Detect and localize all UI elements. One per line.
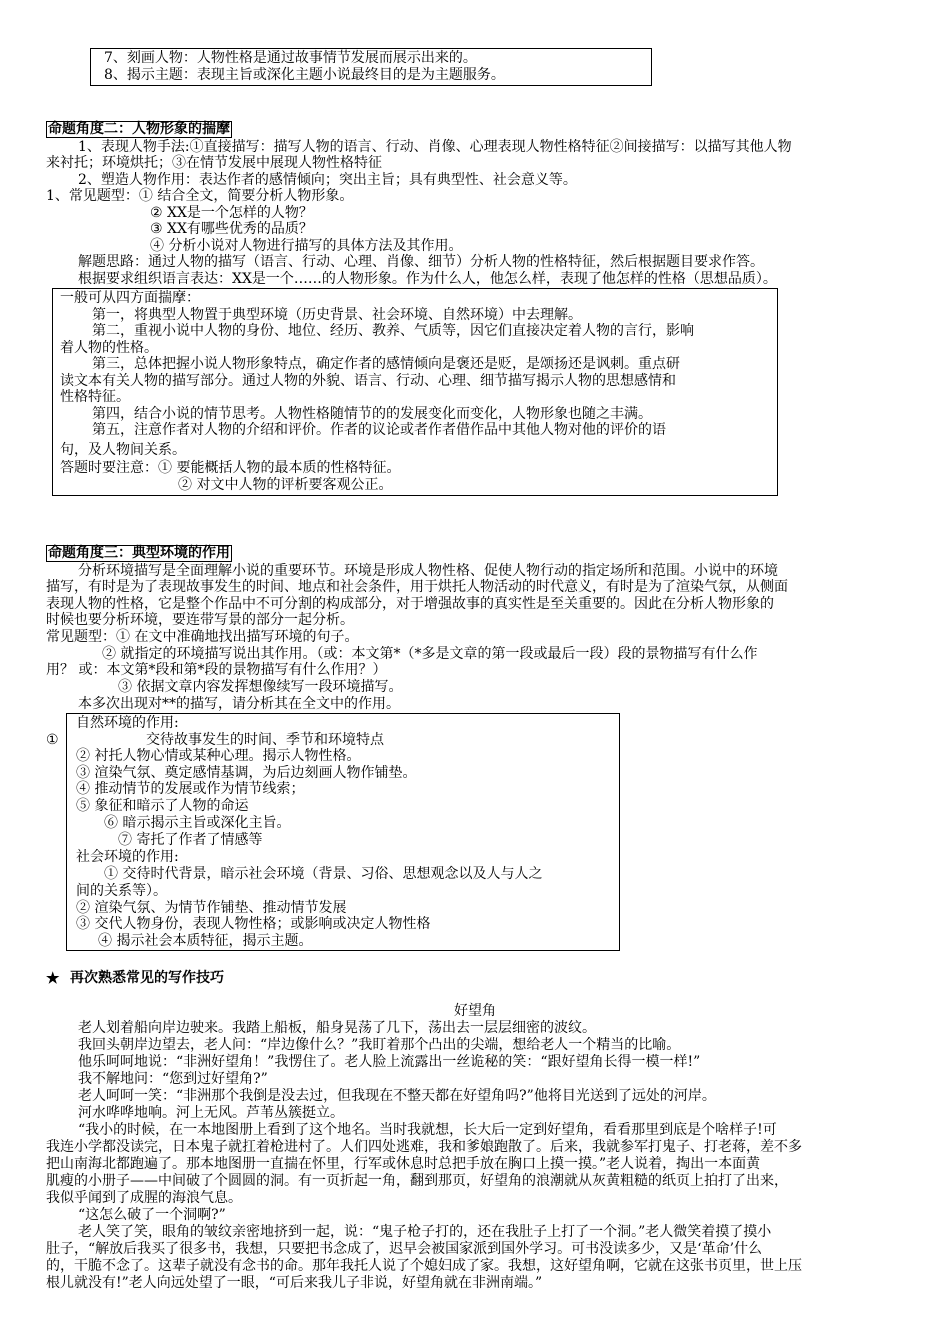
section3-heading: 命题角度三：典型环境的作用 [48, 545, 230, 561]
section2-box-line: 性格特征。 [60, 389, 130, 405]
section3-line: ② 就指定的环境描写说出其作用。（或：本文第*（*多是文章的第一段或最后一段）段的景物描写有什么作 [102, 646, 758, 662]
section3-box-line: 社会环境的作用: [76, 849, 179, 865]
story-line: “我小的时候，在一本地图册上看到了这个地名。当时我就想，长大后一定到好望角，看看那里到底是个啥样子!可 [78, 1122, 777, 1138]
techniques-heading: 再次熟悉常见的写作技巧 [70, 970, 224, 986]
section2-box-line: 第三，总体把握小说人物形象特点，确定作者的感情倾向是褒还是贬，是颂扬还是讽刺。重点研 [92, 356, 680, 372]
section3-line: ③ 依据文章内容发挥想像续写一段环境描写。 [118, 679, 403, 695]
section2-box-line: 句，及人物间关系。 [60, 442, 186, 458]
section2-box-line: 第四，结合小说的情节思考。人物性格随情节的的发展变化而变化，人物形象也随之丰满。 [92, 406, 652, 422]
section3-box-line: ⑦ 寄托了作者了情感等 [118, 832, 263, 848]
section3-box-line: 间的关系等）。 [76, 883, 167, 899]
section3-line: 描写，有时是为了表现故事发生的时间、地点和社会条件，用于烘托人物活动的时代意义，有时是为了渲染气氛，从侧面 [46, 579, 788, 595]
story-line: 根儿就没有!”老人向远处望了一眼，“可后来我儿子非说，好望角就在非洲南端。” [46, 1275, 543, 1291]
story-line: 河水哗哗地响。河上无风。芦苇丛簇挺立。 [78, 1105, 344, 1121]
section3-line: 时候也要分析环境，要连带写景的部分一起分析。 [46, 612, 354, 628]
section2-box-line: 答题时要注意：① 要能概括人物的最本质的性格特征。 [60, 460, 401, 476]
story-line: 他乐呵呵地说：“非洲好望角！”我愣住了。老人脸上流露出一丝诡秘的笑：“跟好望角长得一模一样!” [78, 1054, 701, 1070]
section2-box-line: 第二，重视小说中人物的身份、地位、经历、教养、气质等，因它们直接决定着人物的言行，影响 [92, 323, 694, 339]
story-line: 肚子，“解放后我买了很多书，我想，只要把书念成了，迟早会被国家派到国外学习。可书没读多少，又是‘革命’什么 [46, 1241, 763, 1257]
story-line: 我不解地问：“您到过好望角?” [78, 1071, 268, 1087]
top-note-line-7: 7、刻画人物：人物性格是通过故事情节发展而展示出来的。 [104, 50, 477, 66]
story-line: 我似乎闻到了成腥的海浪气息。 [46, 1190, 242, 1206]
story-line: 把山南海北都跑遍了。那本地图册一直揣在怀里，行军或休息时总把手放在胸口上摸一摸。”老人说着，掏出一本面黄 [46, 1156, 761, 1172]
section2-line: 1、表现人物手法:①直接描写：描写人物的语言、行动、肖像、心理表现人物性格特征②间接描写：以描写其他人物 [78, 139, 792, 155]
section3-line: 常见题型：① 在文中准确地找出描写环境的句子。 [46, 629, 359, 645]
section3-box-line: ④ 揭示社会本质特征，揭示主题。 [98, 933, 313, 949]
story-line: 老人划着船向岸边驶来。我踏上船板，船身晃荡了几下，荡出去一层层细密的波纹。 [78, 1020, 596, 1036]
section3-line: 本多次出现对**的描写，请分析其在全文中的作用。 [78, 696, 400, 712]
section3-box-line: ② 衬托人物心情或某种心理。揭示人物性格。 [76, 748, 361, 764]
section2-box-line: ② 对文中人物的评析要客观公正。 [178, 477, 393, 493]
section2-heading: 命题角度二：人物形象的揣摩 [48, 121, 230, 137]
section2-box-line: 读文本有关人物的描写部分。通过人物的外貌、语言、行动、心理、细节描写揭示人物的思想感情和 [60, 373, 676, 389]
section2-line: 解题思路：通过人物的描写（语言、行动、心理、肖像、细节）分析人物的性格特征，然后根据题目要求作答。 [78, 254, 764, 270]
section2-line: ③ XX有哪些优秀的品质？ [150, 221, 313, 237]
section3-box-line: ② 渲染气氛、为情节作铺垫、推动情节发展 [76, 900, 347, 916]
section2-box-line: 着人物的性格。 [60, 340, 158, 356]
section2-box-line: 一般可从四方面揣摩： [60, 290, 200, 306]
story-line: 肌瘦的小册子——中间破了个圆圆的洞。有一页折起一角，翻到那页，好望角的浪潮就从灰黄粗糙的纸页上拍打了出来， [46, 1173, 788, 1189]
story-line: 老人呵呵一笑：“非洲那个我倒是没去过，但我现在不整天都在好望角吗?”他将目光送到了远处的河岸。 [78, 1088, 716, 1104]
story-line: 老人笑了笑，眼角的皱纹亲密地挤到一起，说：“鬼子枪子打的，还在我肚子上打了一个洞。”老人微笑着摸了摸小 [78, 1224, 772, 1240]
section3-box-line: ① 交待时代背景，暗示社会环境（背景、习俗、思想观念以及人与人之 [104, 866, 543, 882]
section3-box-line: 交待故事发生的时间、季节和环境特点 [146, 732, 384, 748]
section3-box-line: ③ 渲染气氛、奠定感情基调，为后边刻画人物作铺垫。 [76, 765, 417, 781]
story-line: 的，干脆不念了。这辈子就没有念书的命。那年我托人说了个媳妇成了家。我想，这好望角啊，它就在这张书页里，世上压 [46, 1258, 802, 1274]
section3-line: 表现人物的性格，它是整个作品中不可分割的构成部分，对于增强故事的真实性是至关重要的。因此在分析人物形象的 [46, 596, 774, 612]
story-title: 好望角 [454, 1003, 496, 1019]
section3-box-line: ④ 推动情节的发展或作为情节线索； [76, 781, 305, 797]
section2-line: 根据要求组织语言表达：XX是一个……的人物形象。作为什么人，他怎么样，表现了他怎样的性格（思想品质）。 [78, 271, 777, 287]
section2-line: 2、塑造人物作用：表达作者的感情倾向；突出主旨；具有典型性、社会意义等。 [78, 172, 577, 188]
section3-line: 用？ 或：本文第*段和第*段的景物描写有什么作用？） [46, 662, 387, 678]
story-line: “这怎么破了一个洞啊?” [78, 1207, 226, 1223]
section3-box-line: ③ 交代人物身份，表现人物性格；或影响或决定人物性格 [76, 916, 431, 932]
section2-line: 1、常见题型：① 结合全文，简要分析人物形象。 [46, 188, 354, 204]
section2-box-line: 第五，注意作者对人物的介绍和评价。作者的议论或者作者借作品中其他人物对他的评价的语 [92, 422, 666, 438]
section2-line: ④ 分析小说对人物进行描写的具体方法及其作用。 [150, 238, 463, 254]
star-icon: ★ [46, 969, 60, 987]
section2-line: 来衬托；环境烘托；③在情节发展中展现人物性格特征 [46, 155, 382, 171]
section3-box-line: 自然环境的作用: [76, 715, 179, 731]
section2-box-line: 第一，将典型人物置于典型环境（历史背景、社会环境、自然环境）中去理解。 [92, 307, 582, 323]
section3-box-line: ⑥ 暗示揭示主旨或深化主旨。 [104, 815, 291, 831]
section3-line: 分析环境描写是全面理解小说的重要环节。环境是形成人物性格、促使人物行动的指定场所和范围。小说中的环境 [78, 563, 778, 579]
section3-box-marker: ① [46, 732, 59, 748]
story-line: 我连小学都没读完，日本鬼子就扛着枪进村了。人们四处逃难，我和爹娘跑散了。后来，我就参军打鬼子、打老蒋，差不多 [46, 1139, 802, 1155]
section2-line: ② XX是一个怎样的人物？ [150, 205, 313, 221]
story-line: 我回头朝岸边望去，老人问：“岸边像什么？”我盯着那个凸出的尖端，想给老人一个精当的比喻。 [78, 1037, 681, 1053]
section3-box-line: ⑤ 象征和暗示了人物的命运 [76, 798, 249, 814]
top-note-line-8: 8、揭示主题：表现主旨或深化主题小说最终目的是为主题服务。 [104, 67, 505, 83]
